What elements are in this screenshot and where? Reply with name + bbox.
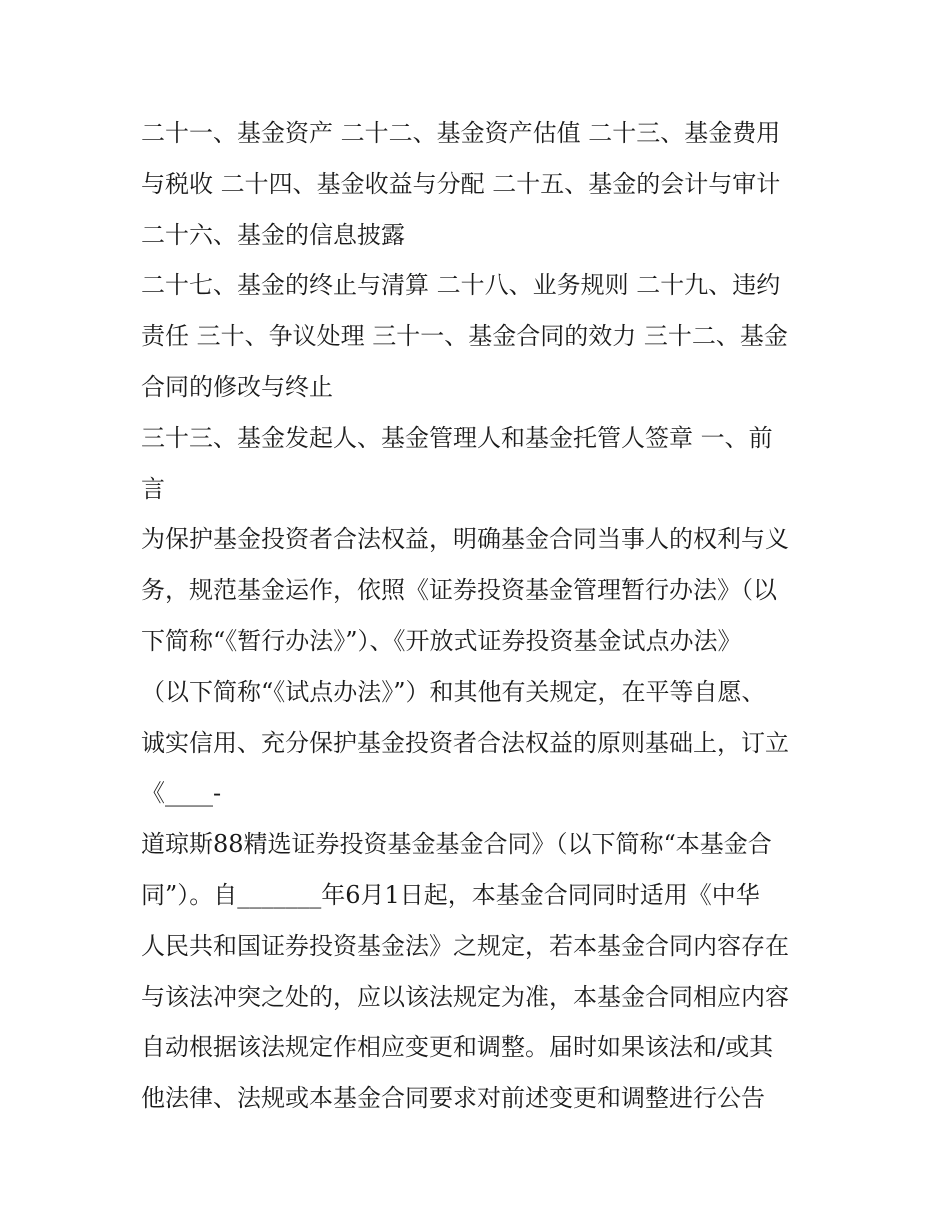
text-line: 《____- — [141, 779, 222, 808]
text-line: 二十六、基金的信息披露 — [141, 220, 405, 249]
text-line: 合同的修改与终止 — [141, 372, 333, 401]
text-line: 下简称“《暂行办法》”）、《开放式证券投资基金试点办法》 — [141, 626, 742, 655]
text-line: 二十一、基金资产 二十二、基金资产估值 二十三、基金费用 — [141, 119, 781, 147]
document-body — [141, 108, 821, 1124]
text-line: 三十三、基金发起人、基金管理人和基金托管人签章 一、前 — [141, 423, 773, 452]
text-line: 言 — [141, 474, 165, 503]
text-line: 道琼斯88精选证券投资基金基金合同》（以下简称“本基金合 — [141, 830, 772, 859]
text-line: 同”）。自_______年6月1日起，本基金合同同时适用《中华 — [141, 880, 760, 909]
text-line: 为保护基金投资者合法权益，明确基金合同当事人的权利与义 — [141, 525, 789, 554]
text-line: 二十七、基金的终止与清算 二十八、业务规则 二十九、违约 — [141, 271, 781, 300]
text-line: 责任 三十、争议处理 三十一、基金合同的效力 三十二、基金 — [141, 322, 788, 351]
text-line: 与税收 二十四、基金收益与分配 二十五、基金的会计与审计 — [141, 169, 781, 198]
text-line: 人民共和国证券投资基金法》之规定，若本基金合同内容存在 — [141, 931, 789, 960]
text-line: （以下简称“《试点办法》”）和其他有关规定，在平等自愿、 — [141, 677, 766, 706]
text-line: 他法律、法规或本基金合同要求对前述变更和调整进行公告 — [141, 1084, 765, 1113]
text-line: 自动根据该法规定作相应变更和调整。届时如果该法和/或其 — [141, 1033, 774, 1062]
text-line: 与该法冲突之处的，应以该法规定为准，本基金合同相应内容 — [141, 982, 789, 1011]
text-line: 务，规范基金运作，依照《证券投资基金管理暂行办法》（以 — [141, 576, 777, 605]
text-line: 诚实信用、充分保护基金投资者合法权益的原则基础上，订立 — [141, 728, 789, 757]
